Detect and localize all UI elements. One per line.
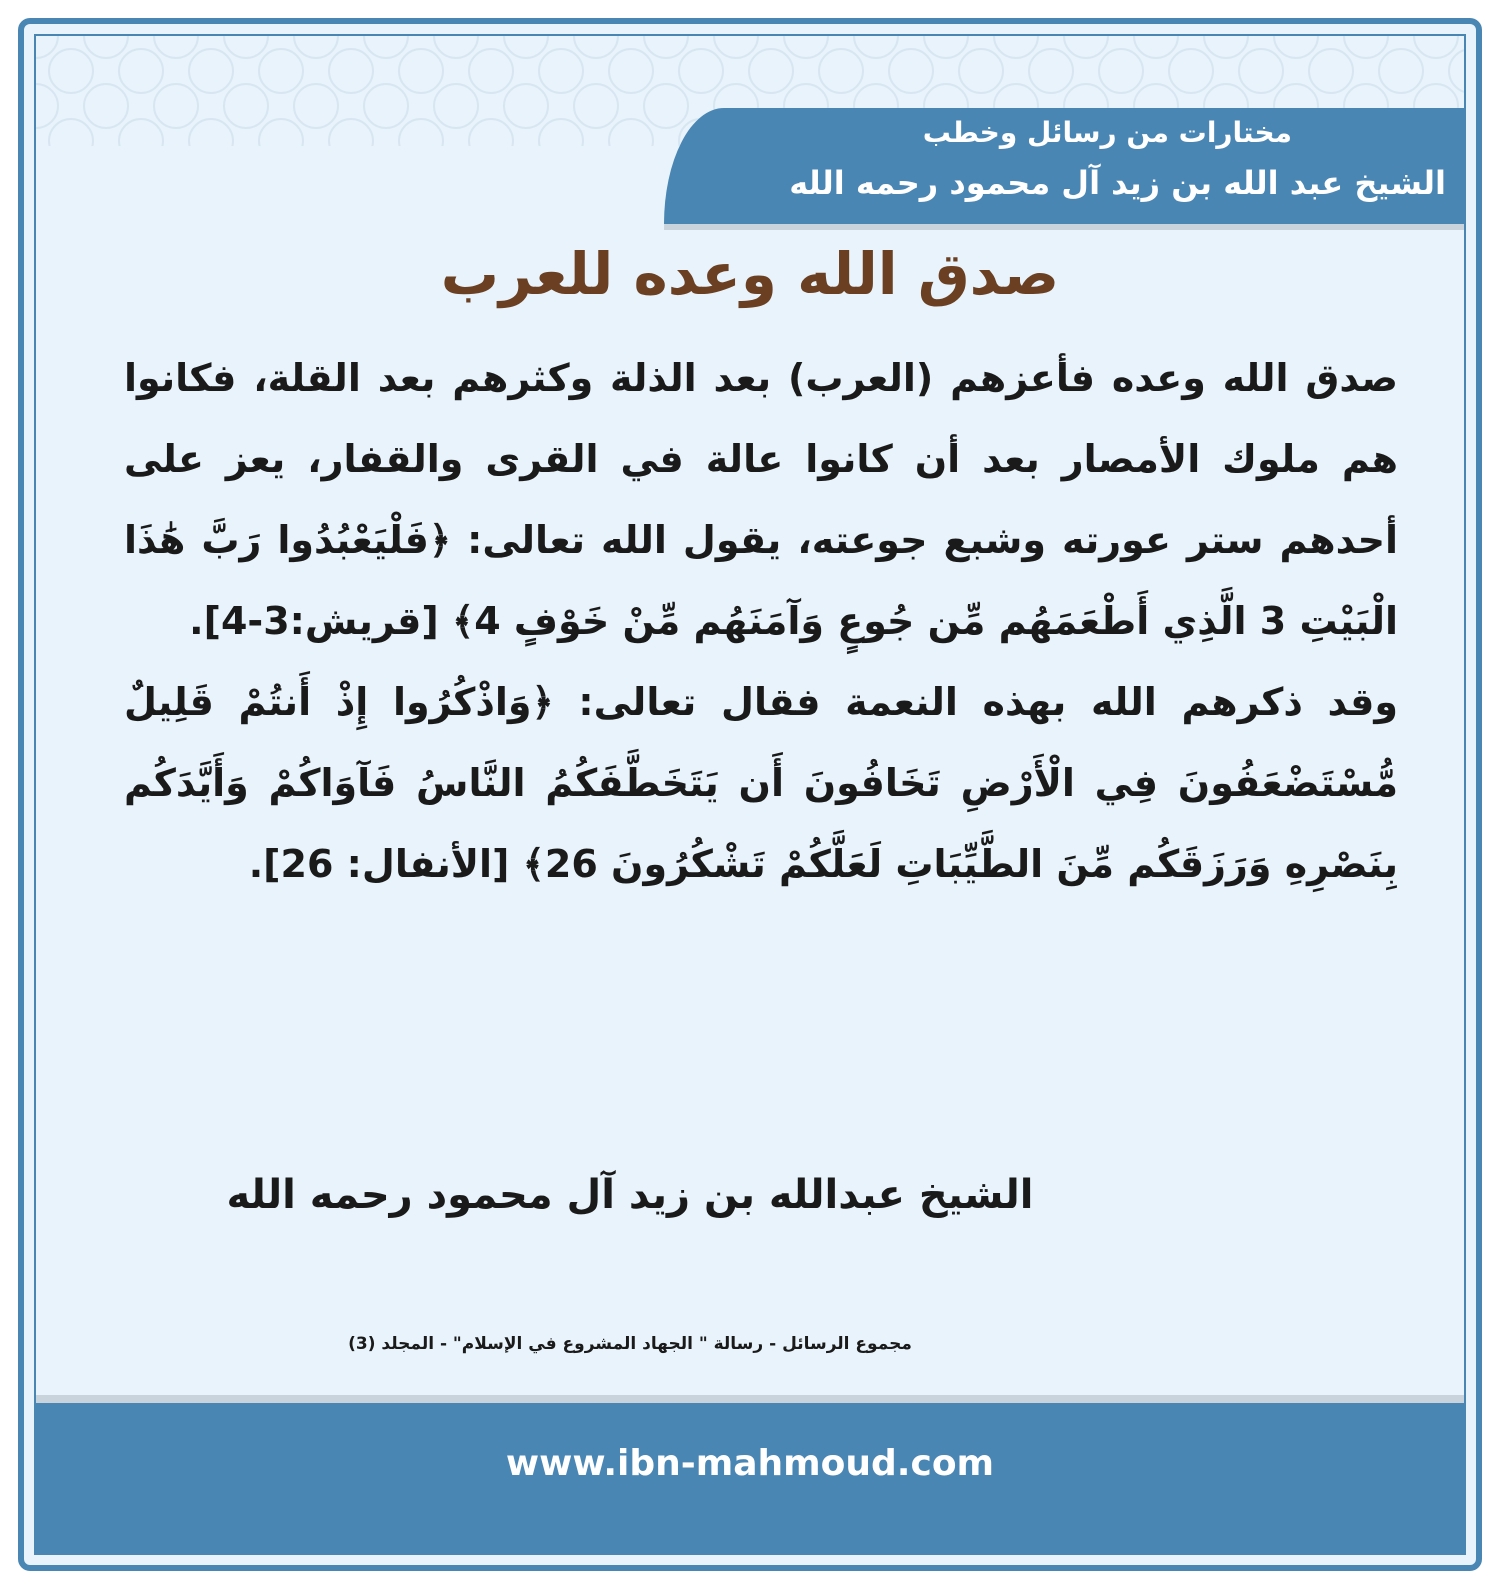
page-title: صدق الله وعده للعرب bbox=[440, 240, 1060, 308]
article-body bbox=[124, 338, 1398, 905]
website-link[interactable]: www.ibn-mahmoud.com bbox=[505, 1443, 995, 1484]
footer-bar bbox=[36, 1403, 1464, 1553]
author-signature: الشيخ عبدالله بن زيد آل محمود رحمه الله bbox=[226, 1172, 1034, 1218]
card bbox=[34, 34, 1466, 1555]
outer-frame bbox=[18, 18, 1482, 1571]
source-citation: مجموع الرسائل - رسالة " الجهاد المشروع في الإسلام" - المجلد (3) bbox=[348, 1334, 912, 1354]
header-banner bbox=[664, 108, 1464, 224]
paragraph-2: وقد ذكرهم الله بهذه النعمة فقال تعالى: ﴿وَاذْكُرُوا إِذْ أَنتُمْ قَلِيلٌ مُّسْتَضْعَفُونَ فِي الْأَرْضِ تَخَافُونَ أَن يَتَخَطَّفَكُمُ النَّاسُ فَآوَاكُمْ وَأَيَّدَكُم بِنَصْرِهِ وَرَزَقَكُم مِّنَ الطَّيِّبَاتِ لَعَلَّكُمْ تَشْكُرُونَ 26﴾ [الأنفال: 26]. bbox=[124, 680, 1398, 886]
header-author-name: الشيخ عبد الله بن زيد آل محمود رحمه الله bbox=[789, 164, 1446, 202]
paragraph-1: صدق الله وعده فأعزهم (العرب) بعد الذلة وكثرهم بعد القلة، فكانوا هم ملوك الأمصار بعد أن كانوا عالة في القرى والقفار، يعز على أحدهم ستر عورته وشبع جوعته، يقول الله تعالى: ﴿فَلْيَعْبُدُوا رَبَّ هَٰذَا الْبَيْتِ 3 الَّذِي أَطْعَمَهُم مِّن جُوعٍ وَآمَنَهُم مِّنْ خَوْفٍ 4﴾ [قريش:3-4]. bbox=[124, 356, 1398, 643]
header-series-title: مختارات من رسائل وخطب bbox=[922, 116, 1292, 149]
footer-divider bbox=[36, 1395, 1464, 1403]
